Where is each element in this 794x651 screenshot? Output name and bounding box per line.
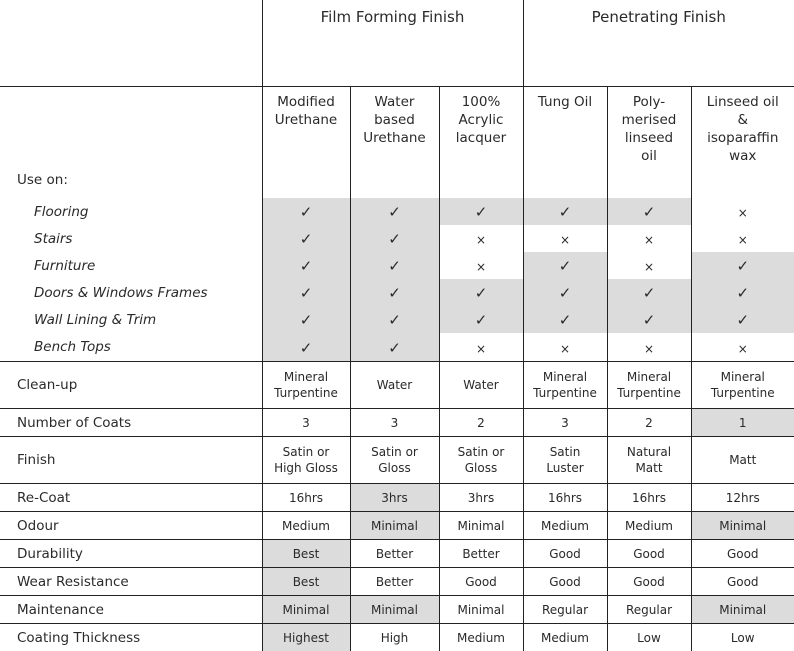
column-header: Tung Oil: [523, 87, 607, 170]
use-on-row: [0, 169, 794, 198]
check-icon: [691, 279, 794, 306]
check-icon: [262, 198, 350, 225]
check-icon: [439, 306, 523, 333]
column-header-row: [0, 87, 794, 170]
cross-icon: [607, 333, 691, 362]
property-value: Matt: [691, 437, 794, 484]
empty-cell: [691, 169, 794, 198]
property-row: [0, 540, 794, 568]
check-mark: ✓: [388, 257, 401, 275]
column-header: Linseed oil & isoparaffin wax: [691, 87, 794, 170]
property-row: [0, 437, 794, 484]
property-value: Medium: [439, 624, 523, 651]
check-mark: ✓: [559, 284, 572, 302]
use-on-row: [0, 225, 794, 252]
property-row: [0, 596, 794, 624]
cross-mark: ×: [476, 260, 486, 274]
group-header-row: [0, 0, 794, 87]
property-value: Satin or Gloss: [350, 437, 439, 484]
check-mark: ✓: [559, 257, 572, 275]
property-value: 16hrs: [262, 484, 350, 512]
cross-mark: ×: [476, 233, 486, 247]
property-value: Minimal: [691, 512, 794, 540]
check-mark: ✓: [388, 230, 401, 248]
check-mark: ✓: [388, 284, 401, 302]
empty-cell: [523, 169, 607, 198]
check-mark: ✓: [475, 311, 488, 329]
check-mark: ✓: [736, 257, 749, 275]
column-header: Poly- merised linseed oil: [607, 87, 691, 170]
use-on-label: Use on:: [0, 169, 262, 198]
check-mark: ✓: [736, 311, 749, 329]
property-value: Mineral Turpentine: [691, 362, 794, 409]
check-mark: ✓: [300, 311, 313, 329]
use-on-item-label: Wall Lining & Trim: [0, 306, 262, 333]
property-row: [0, 484, 794, 512]
cross-mark: ×: [476, 342, 486, 356]
cross-mark: ×: [738, 233, 748, 247]
property-value: Satin or High Gloss: [262, 437, 350, 484]
property-label: Maintenance: [0, 596, 262, 624]
check-icon: [350, 333, 439, 362]
check-icon: [262, 306, 350, 333]
use-on-item-label: Bench Tops: [0, 333, 262, 362]
property-value: Best: [262, 540, 350, 568]
check-mark: ✓: [643, 311, 656, 329]
check-icon: [350, 279, 439, 306]
property-value: Minimal: [262, 596, 350, 624]
property-value: Good: [607, 540, 691, 568]
check-icon: [523, 306, 607, 333]
cross-mark: ×: [644, 260, 654, 274]
property-value: Highest: [262, 624, 350, 651]
property-value: Medium: [262, 512, 350, 540]
property-value: Low: [607, 624, 691, 651]
property-label: Coating Thickness: [0, 624, 262, 651]
check-icon: [439, 279, 523, 306]
check-mark: ✓: [388, 339, 401, 357]
check-icon: [262, 252, 350, 279]
check-mark: ✓: [300, 284, 313, 302]
property-value: 3: [262, 409, 350, 437]
property-value: 2: [607, 409, 691, 437]
cross-icon: [523, 225, 607, 252]
property-value: 1: [691, 409, 794, 437]
property-label: Durability: [0, 540, 262, 568]
property-value: Mineral Turpentine: [607, 362, 691, 409]
property-label: Finish: [0, 437, 262, 484]
use-on-item-label: Flooring: [0, 198, 262, 225]
property-value: Satin Luster: [523, 437, 607, 484]
property-value: Good: [439, 568, 523, 596]
cross-icon: [691, 198, 794, 225]
property-value: 16hrs: [607, 484, 691, 512]
check-icon: [691, 306, 794, 333]
check-icon: [523, 198, 607, 225]
property-row: [0, 409, 794, 437]
check-icon: [350, 306, 439, 333]
cross-mark: ×: [644, 233, 654, 247]
check-mark: ✓: [559, 203, 572, 221]
check-icon: [691, 252, 794, 279]
check-mark: ✓: [475, 284, 488, 302]
property-value: 3hrs: [439, 484, 523, 512]
check-mark: ✓: [736, 284, 749, 302]
use-on-item-label: Furniture: [0, 252, 262, 279]
cross-icon: [439, 225, 523, 252]
group-film-forming: Film Forming Finish: [262, 0, 523, 87]
property-row: [0, 624, 794, 651]
cross-mark: ×: [560, 342, 570, 356]
check-icon: [350, 225, 439, 252]
column-header: 100% Acrylic lacquer: [439, 87, 523, 170]
check-icon: [439, 198, 523, 225]
cross-icon: [439, 333, 523, 362]
property-label: Wear Resistance: [0, 568, 262, 596]
property-value: Minimal: [350, 596, 439, 624]
empty-cell: [439, 169, 523, 198]
property-value: Low: [691, 624, 794, 651]
property-value: Medium: [523, 512, 607, 540]
check-icon: [262, 225, 350, 252]
property-value: Water: [350, 362, 439, 409]
check-mark: ✓: [300, 339, 313, 357]
property-value: Regular: [607, 596, 691, 624]
check-icon: [607, 279, 691, 306]
property-value: 2: [439, 409, 523, 437]
property-value: Better: [350, 540, 439, 568]
check-mark: ✓: [300, 257, 313, 275]
cross-mark: ×: [644, 342, 654, 356]
property-value: Good: [523, 568, 607, 596]
group-penetrating: Penetrating Finish: [523, 0, 794, 87]
property-label: Clean-up: [0, 362, 262, 409]
property-value: 3hrs: [350, 484, 439, 512]
property-value: Minimal: [691, 596, 794, 624]
property-value: Water: [439, 362, 523, 409]
property-label: Number of Coats: [0, 409, 262, 437]
cross-mark: ×: [738, 206, 748, 220]
property-value: Good: [607, 568, 691, 596]
check-mark: ✓: [643, 284, 656, 302]
cross-icon: [691, 225, 794, 252]
use-on-row: [0, 306, 794, 333]
cross-icon: [439, 252, 523, 279]
cross-icon: [607, 225, 691, 252]
check-icon: [523, 279, 607, 306]
property-value: Best: [262, 568, 350, 596]
property-value: 3: [523, 409, 607, 437]
property-value: 16hrs: [523, 484, 607, 512]
property-value: Regular: [523, 596, 607, 624]
column-header: Water based Urethane: [350, 87, 439, 170]
property-value: Minimal: [350, 512, 439, 540]
property-value: High: [350, 624, 439, 651]
property-value: Satin or Gloss: [439, 437, 523, 484]
check-mark: ✓: [300, 203, 313, 221]
check-icon: [262, 279, 350, 306]
empty-cell: [607, 169, 691, 198]
corner-cell: [0, 0, 262, 87]
property-value: Better: [439, 540, 523, 568]
empty-cell: [350, 169, 439, 198]
property-value: Natural Matt: [607, 437, 691, 484]
cross-icon: [523, 333, 607, 362]
property-value: Better: [350, 568, 439, 596]
property-value: 3: [350, 409, 439, 437]
use-on-row: [0, 198, 794, 225]
check-mark: ✓: [388, 311, 401, 329]
property-row: [0, 568, 794, 596]
use-on-row: [0, 333, 794, 362]
check-mark: ✓: [643, 203, 656, 221]
corner-cell: [0, 87, 262, 170]
check-mark: ✓: [388, 203, 401, 221]
property-value: Medium: [523, 624, 607, 651]
use-on-row: [0, 252, 794, 279]
check-icon: [350, 198, 439, 225]
use-on-item-label: Doors & Windows Frames: [0, 279, 262, 306]
property-value: Minimal: [439, 512, 523, 540]
check-icon: [262, 333, 350, 362]
check-mark: ✓: [475, 203, 488, 221]
property-row: [0, 512, 794, 540]
check-icon: [350, 252, 439, 279]
check-mark: ✓: [300, 230, 313, 248]
property-row: [0, 362, 794, 409]
use-on-row: [0, 279, 794, 306]
cross-mark: ×: [560, 233, 570, 247]
check-mark: ✓: [559, 311, 572, 329]
property-label: Odour: [0, 512, 262, 540]
cross-mark: ×: [738, 342, 748, 356]
property-value: Medium: [607, 512, 691, 540]
property-value: Good: [691, 540, 794, 568]
column-header: Modified Urethane: [262, 87, 350, 170]
property-value: 12hrs: [691, 484, 794, 512]
property-value: Minimal: [439, 596, 523, 624]
check-icon: [607, 198, 691, 225]
check-icon: [607, 306, 691, 333]
cross-icon: [607, 252, 691, 279]
property-value: Good: [691, 568, 794, 596]
check-icon: [523, 252, 607, 279]
property-value: Good: [523, 540, 607, 568]
property-value: Mineral Turpentine: [262, 362, 350, 409]
property-label: Re-Coat: [0, 484, 262, 512]
use-on-item-label: Stairs: [0, 225, 262, 252]
cross-icon: [691, 333, 794, 362]
property-value: Mineral Turpentine: [523, 362, 607, 409]
empty-cell: [262, 169, 350, 198]
